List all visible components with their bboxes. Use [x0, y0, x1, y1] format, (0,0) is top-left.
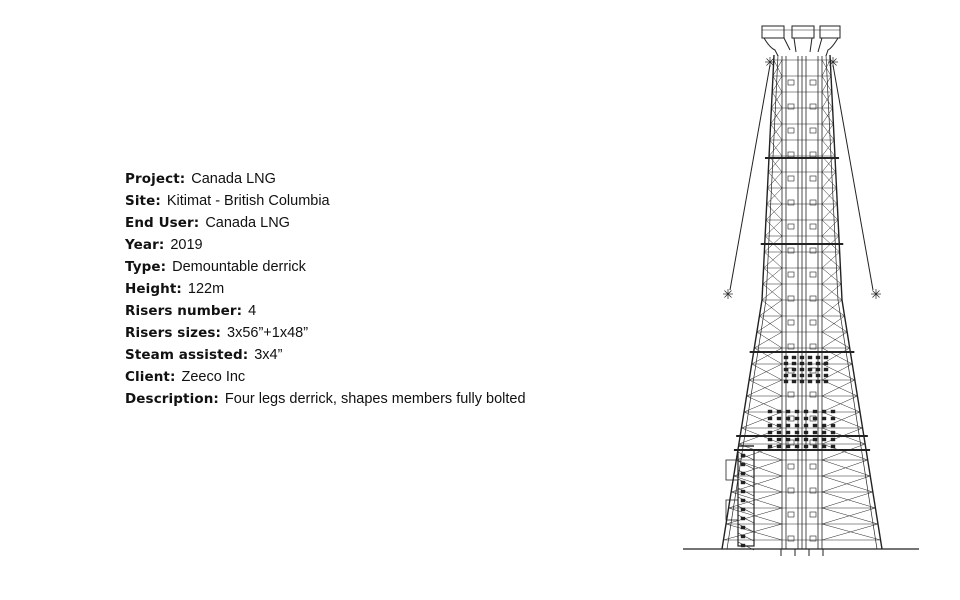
- spec-label: Client:: [125, 369, 176, 385]
- equipment-block: [816, 368, 820, 371]
- warning-light-icon: [872, 290, 876, 294]
- riser-support: [788, 80, 794, 85]
- riser-support: [810, 464, 816, 469]
- equipment-block: [784, 362, 788, 365]
- riser-support: [810, 176, 816, 181]
- equipment-block: [800, 362, 804, 365]
- equipment-block: [792, 368, 796, 371]
- riser-support: [810, 512, 816, 517]
- riser-support: [810, 272, 816, 277]
- warning-light-icon: [724, 290, 728, 294]
- spec-value: Four legs derrick, shapes members fully bolted: [224, 391, 526, 407]
- spec-value: Canada LNG: [191, 171, 276, 187]
- foundation-posts: [781, 549, 823, 556]
- riser-support: [810, 128, 816, 133]
- warning-light-icon: [728, 294, 732, 298]
- warning-light-icon: [833, 58, 837, 62]
- equipment-block: [777, 424, 781, 427]
- spec-label: End User:: [125, 215, 200, 231]
- equipment-block: [804, 410, 808, 413]
- spec-label: Steam assisted:: [125, 347, 249, 363]
- stair-tread: [741, 490, 745, 493]
- equipment-block: [792, 380, 796, 383]
- equipment-block: [813, 445, 817, 448]
- equipment-block: [777, 438, 781, 441]
- riser-support: [788, 512, 794, 517]
- equipment-block: [786, 417, 790, 420]
- equipment-block: [800, 374, 804, 377]
- equipment-block: [784, 374, 788, 377]
- equipment-block: [831, 410, 835, 413]
- equipment-block: [784, 368, 788, 371]
- stair-tread: [741, 481, 745, 484]
- equipment-block: [786, 424, 790, 427]
- warning-light-icon: [833, 62, 837, 66]
- riser-support: [788, 464, 794, 469]
- equipment-block: [795, 417, 799, 420]
- equipment-block: [768, 438, 772, 441]
- stair-flight: [738, 515, 754, 523]
- equipment-block: [813, 438, 817, 441]
- stair-tread: [741, 454, 745, 457]
- derrick-static-parts: [683, 26, 919, 556]
- equipment-block: [813, 424, 817, 427]
- equipment-block: [824, 356, 828, 359]
- equipment-block: [792, 356, 796, 359]
- equipment-block: [824, 374, 828, 377]
- equipment-block: [768, 431, 772, 434]
- equipment-block: [804, 424, 808, 427]
- equipment-block: [816, 356, 820, 359]
- equipment-block: [813, 431, 817, 434]
- spec-value: Kitimat - British Columbia: [166, 193, 330, 209]
- warning-light-icon: [724, 294, 728, 298]
- equipment-block: [824, 368, 828, 371]
- equipment-block: [786, 438, 790, 441]
- riser-support: [788, 176, 794, 181]
- equipment-block: [786, 445, 790, 448]
- warning-light-icon: [876, 294, 880, 298]
- flare-tip-necks: [764, 38, 838, 56]
- riser-support: [810, 320, 816, 325]
- spec-label: Height:: [125, 281, 182, 297]
- equipment-block: [795, 410, 799, 413]
- equipment-block: [816, 362, 820, 365]
- equipment-block: [800, 356, 804, 359]
- derrick-leg-right: [830, 55, 882, 549]
- equipment-block: [822, 431, 826, 434]
- spec-value: 2019: [170, 237, 203, 253]
- warning-light-icon: [872, 294, 876, 298]
- equipment-block: [816, 374, 820, 377]
- equipment-block: [792, 362, 796, 365]
- equipment-block: [795, 424, 799, 427]
- equipment-block: [822, 410, 826, 413]
- stair-tread: [741, 544, 745, 547]
- spec-value: Demountable derrick: [172, 259, 306, 275]
- equipment-block: [795, 438, 799, 441]
- equipment-block: [813, 410, 817, 413]
- riser-support: [788, 320, 794, 325]
- equipment-block: [786, 410, 790, 413]
- spec-label: Risers sizes:: [125, 325, 222, 341]
- equipment-block: [824, 362, 828, 365]
- spec-value: Canada LNG: [205, 215, 290, 231]
- stair-tread: [741, 517, 745, 520]
- spec-label: Site:: [125, 193, 161, 209]
- warning-light-icon: [766, 58, 770, 62]
- flare-tip-3: [820, 26, 840, 38]
- stair-tread: [741, 508, 745, 511]
- equipment-block: [795, 445, 799, 448]
- equipment-block: [777, 410, 781, 413]
- stair-tread: [741, 526, 745, 529]
- equipment-block: [777, 431, 781, 434]
- equipment-block: [808, 380, 812, 383]
- equipment-block: [784, 356, 788, 359]
- warning-light-icon: [728, 290, 732, 294]
- equipment-block: [808, 374, 812, 377]
- stair-tread: [741, 499, 745, 502]
- equipment-block: [824, 380, 828, 383]
- stair-tread: [741, 472, 745, 475]
- equipment-block: [822, 438, 826, 441]
- spec-value: 4: [248, 303, 257, 319]
- equipment-block: [768, 417, 772, 420]
- riser-support: [810, 224, 816, 229]
- equipment-block: [808, 356, 812, 359]
- flare-tip-2: [792, 26, 814, 38]
- spec-value: 3x4”: [254, 347, 283, 363]
- equipment-block: [777, 445, 781, 448]
- spec-label: Year:: [125, 237, 165, 253]
- equipment-block: [808, 362, 812, 365]
- riser-support: [810, 80, 816, 85]
- riser-support: [788, 224, 794, 229]
- derrick-lattice: [722, 55, 882, 550]
- warning-light-icon: [876, 290, 880, 294]
- riser-support: [788, 272, 794, 277]
- spec-label: Description:: [125, 391, 219, 407]
- equipment-block: [822, 424, 826, 427]
- spec-label: Risers number:: [125, 303, 243, 319]
- equipment-block: [816, 380, 820, 383]
- spec-label: Type:: [125, 259, 167, 275]
- equipment-block: [831, 417, 835, 420]
- equipment-block: [777, 417, 781, 420]
- equipment-block: [808, 368, 812, 371]
- guy-wire-right: [833, 65, 873, 290]
- equipment-block: [804, 431, 808, 434]
- equipment-block: [804, 417, 808, 420]
- equipment-block: [831, 438, 835, 441]
- equipment-block: [831, 431, 835, 434]
- equipment-block: [800, 368, 804, 371]
- stair-flight: [738, 506, 754, 514]
- stair-tread: [741, 463, 745, 466]
- equipment-block: [768, 424, 772, 427]
- equipment-block: [831, 424, 835, 427]
- spec-value: 122m: [187, 281, 225, 297]
- equipment-block: [800, 380, 804, 383]
- equipment-block: [795, 431, 799, 434]
- spec-label: Project:: [125, 171, 186, 187]
- equipment-block: [822, 417, 826, 420]
- equipment-block: [804, 445, 808, 448]
- equipment-block: [768, 410, 772, 413]
- spec-value: 3x56”+1x48”: [227, 325, 309, 341]
- warning-light-icon: [766, 62, 770, 66]
- equipment-block: [768, 445, 772, 448]
- stair-tread: [741, 535, 745, 538]
- flare-tip-1: [762, 26, 784, 38]
- equipment-block: [831, 445, 835, 448]
- equipment-block: [813, 417, 817, 420]
- equipment-block: [804, 438, 808, 441]
- flare-tips: [762, 26, 840, 56]
- riser-support: [788, 128, 794, 133]
- equipment-block: [784, 380, 788, 383]
- equipment-block: [822, 445, 826, 448]
- spec-value: Zeeco Inc: [181, 369, 246, 385]
- equipment-block: [792, 374, 796, 377]
- equipment-block: [786, 431, 790, 434]
